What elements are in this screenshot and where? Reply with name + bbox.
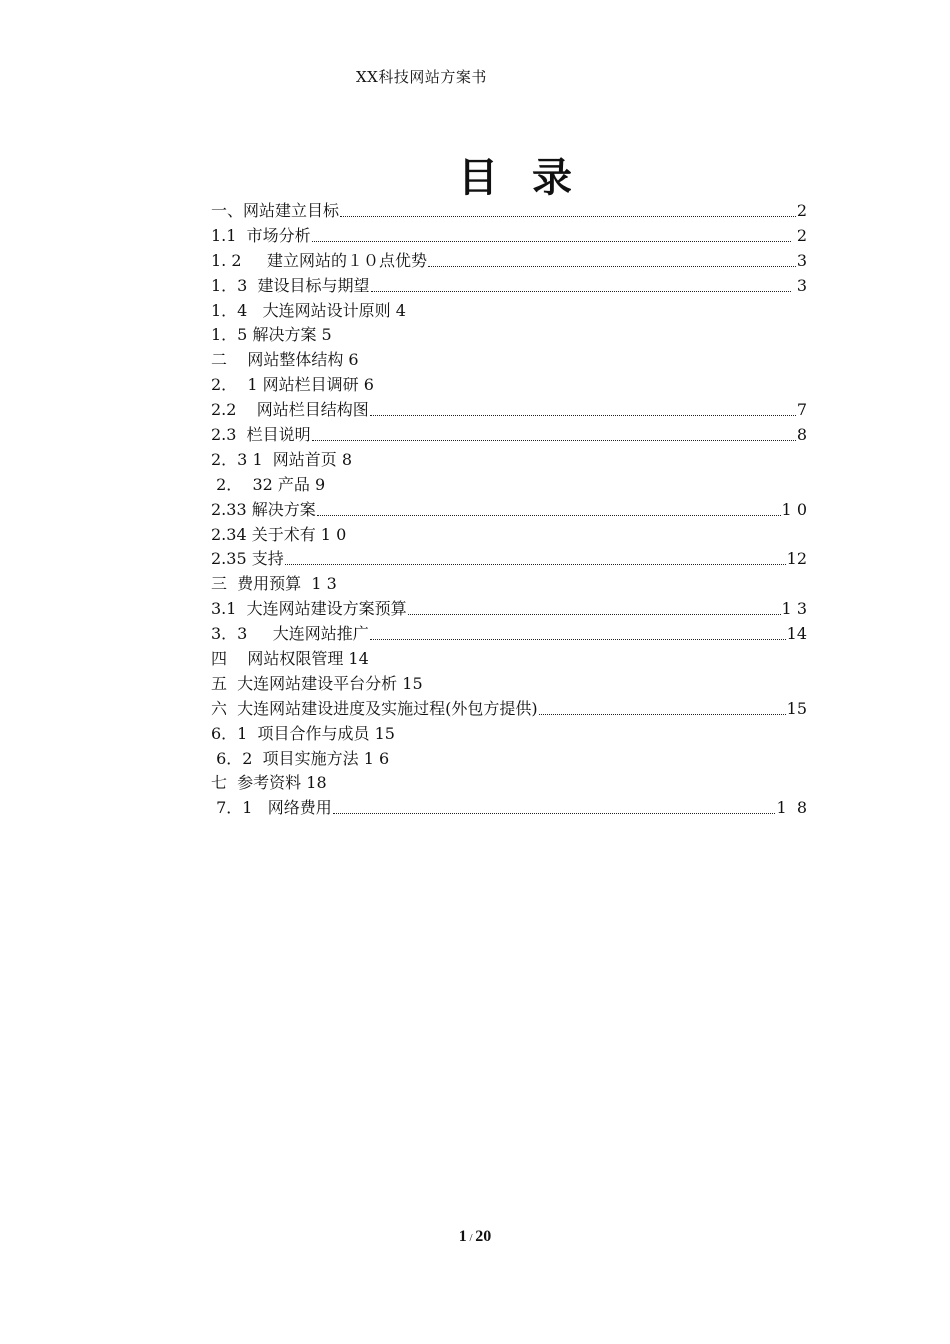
toc-entry-label: 1. 2 建立网站的１０点优势 xyxy=(211,250,427,270)
toc-entry-page: 3 xyxy=(791,275,807,295)
toc-entry-label: 2.35 支持 xyxy=(211,549,284,569)
toc-entry-label: 2.2 网站栏目结构图 xyxy=(211,400,369,420)
toc-entry-label: 五 大连网站建设平台分析 15 xyxy=(211,673,423,693)
toc-entry[interactable] xyxy=(211,448,807,473)
toc-entry-page: 2 xyxy=(796,201,807,220)
toc-entry[interactable] xyxy=(211,747,807,772)
toc-entry[interactable] xyxy=(211,771,807,796)
page-header: XX科技网站方案书 xyxy=(356,68,487,86)
toc-dot-leader xyxy=(408,614,781,615)
toc-entry[interactable] xyxy=(211,672,807,697)
toc-entry-label: 1．5 解决方案 5 xyxy=(211,325,332,345)
toc-entry[interactable] xyxy=(211,423,807,448)
toc-entry-page: 15 xyxy=(786,698,807,718)
toc-entry[interactable] xyxy=(211,796,807,821)
toc-entry[interactable] xyxy=(211,722,807,747)
toc-entry[interactable] xyxy=(211,323,807,348)
toc-dot-leader xyxy=(428,266,796,267)
toc-entry[interactable] xyxy=(211,299,807,324)
toc-dot-leader xyxy=(539,714,786,715)
page-number-current: 1 xyxy=(458,1228,467,1245)
toc-entry[interactable] xyxy=(211,473,807,498)
toc-entry-page: 1 3 xyxy=(781,599,807,619)
toc-dot-leader xyxy=(370,639,786,640)
toc-dot-leader xyxy=(317,515,781,516)
toc-entry[interactable] xyxy=(211,498,807,523)
toc-entry-label: 二 网站整体结构 6 xyxy=(211,350,359,370)
toc-entry-page: 3 xyxy=(796,250,807,270)
toc-entry-label: 2． 1 网站栏目调研 6 xyxy=(211,375,374,395)
toc-entry[interactable] xyxy=(211,348,807,373)
toc-entry-label: 1．3 建设目标与期望 xyxy=(211,275,370,295)
toc-entry[interactable] xyxy=(211,523,807,548)
toc-entry-label: 三 费用预算 1 3 xyxy=(211,574,337,594)
toc-entry-page: 14 xyxy=(786,624,807,644)
toc-entry-label: 七 参考资料 18 xyxy=(211,773,327,793)
toc-entry-page: 2 xyxy=(791,225,807,245)
toc-entry-label: 7．1 网络费用 xyxy=(211,798,332,818)
toc-dot-leader xyxy=(333,813,776,814)
toc-entry[interactable] xyxy=(211,622,807,647)
toc-entry[interactable] xyxy=(211,224,807,249)
toc-entry-label: 六 大连网站建设进度及实施过程(外包方提供) xyxy=(211,698,538,718)
toc-entry-page: 8 xyxy=(796,425,807,445)
toc-entry[interactable] xyxy=(211,199,807,224)
page-number-separator: / xyxy=(466,1232,476,1244)
toc-entry[interactable] xyxy=(211,373,807,398)
toc-entry[interactable] xyxy=(211,274,807,299)
toc-dot-leader xyxy=(370,415,796,416)
page-number-total: 20 xyxy=(475,1228,492,1245)
toc-entry[interactable] xyxy=(211,697,807,722)
toc-title: 目 录 xyxy=(458,154,582,201)
table-of-contents xyxy=(211,199,807,821)
toc-entry-label: 一、网站建立目标 xyxy=(211,201,340,220)
toc-entry-label: 1．4 大连网站设计原则 4 xyxy=(211,300,406,320)
toc-entry[interactable] xyxy=(211,547,807,572)
toc-entry[interactable] xyxy=(211,597,807,622)
page-footer xyxy=(0,1228,950,1246)
toc-dot-leader xyxy=(312,440,796,441)
toc-entry[interactable] xyxy=(211,572,807,597)
toc-entry-label: 2.34 关于术有 1 0 xyxy=(211,524,347,544)
toc-entry-label: 2.3 栏目说明 xyxy=(211,425,311,445)
toc-dot-leader xyxy=(312,241,791,242)
toc-dot-leader xyxy=(371,291,791,292)
toc-entry-page: 7 xyxy=(796,400,807,420)
toc-entry-label: 四 网站权限管理 14 xyxy=(211,649,369,669)
toc-entry-label: 3.1 大连网站建设方案预算 xyxy=(211,599,407,619)
toc-entry[interactable] xyxy=(211,398,807,423)
toc-entry-label: 3．3 大连网站推广 xyxy=(211,624,369,644)
toc-entry[interactable] xyxy=(211,249,807,274)
toc-entry-page: 1 0 xyxy=(781,499,807,519)
toc-entry-label: 2．3 1 网站首页 8 xyxy=(211,449,353,469)
toc-entry-page: 1 8 xyxy=(776,798,807,818)
toc-entry-label: 6．2 项目实施方法 1 6 xyxy=(211,748,395,768)
toc-entry-label: 6．1 项目合作与成员 15 xyxy=(211,723,395,743)
toc-entry-label: 2． 32 产品 9 xyxy=(211,474,326,494)
toc-entry[interactable] xyxy=(211,647,807,672)
toc-entry-label: 1.1 市场分析 xyxy=(211,225,311,245)
toc-dot-leader xyxy=(340,216,796,217)
toc-entry-page: 12 xyxy=(786,549,807,569)
toc-dot-leader xyxy=(285,564,786,565)
toc-entry-label: 2.33 解决方案 xyxy=(211,499,316,519)
